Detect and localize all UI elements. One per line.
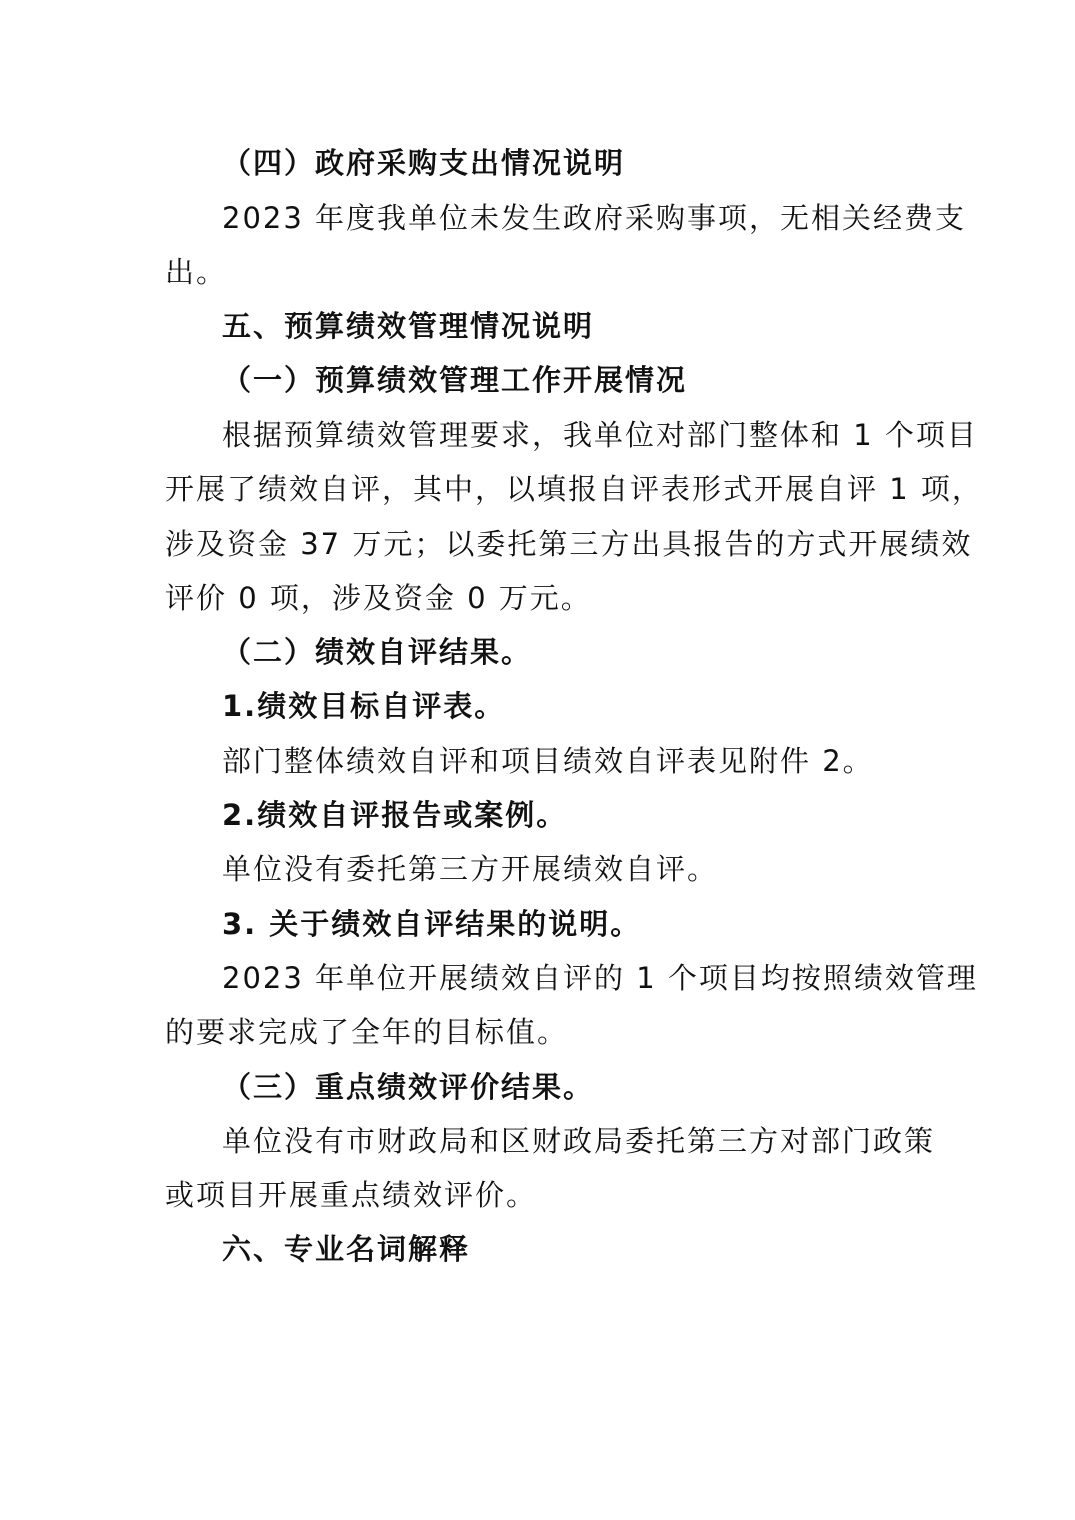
work-paragraph-line: 评价 0 项，涉及资金 0 万元。 bbox=[165, 581, 592, 615]
work-paragraph-line: 根据预算绩效管理要求，我单位对部门整体和 1 个项目 bbox=[222, 418, 978, 452]
result-explanation-line: 的要求完成了全年的目标值。 bbox=[165, 1015, 569, 1049]
work-paragraph-line: 涉及资金 37 万元；以委托第三方出具报告的方式开展绩效 bbox=[165, 527, 973, 561]
report-paragraph: 单位没有委托第三方开展绩效自评。 bbox=[222, 852, 719, 886]
key-evaluation-heading: （三）重点绩效评价结果。 bbox=[222, 1070, 595, 1104]
key-evaluation-line: 或项目开展重点绩效评价。 bbox=[165, 1178, 538, 1212]
target-table-heading: 1.绩效目标自评表。 bbox=[222, 689, 506, 723]
report-heading: 2.绩效自评报告或案例。 bbox=[222, 798, 568, 832]
key-evaluation-line: 单位没有市财政局和区财政局委托第三方对部门政策 bbox=[222, 1124, 936, 1158]
procurement-paragraph-line: 2023 年度我单位未发生政府采购事项，无相关经费支 bbox=[222, 201, 967, 235]
procurement-paragraph-line: 出。 bbox=[165, 255, 228, 289]
work-paragraph-line: 开展了绩效自评，其中，以填报自评表形式开展自评 1 项， bbox=[165, 472, 983, 506]
budget-performance-heading: 五、预算绩效管理情况说明 bbox=[222, 309, 595, 343]
procurement-heading: （四）政府采购支出情况说明 bbox=[222, 146, 626, 180]
result-explanation-line: 2023 年单位开展绩效自评的 1 个项目均按照绩效管理 bbox=[222, 961, 978, 995]
self-evaluation-result-heading: （二）绩效自评结果。 bbox=[222, 635, 533, 669]
work-status-heading: （一）预算绩效管理工作开展情况 bbox=[222, 363, 688, 397]
result-explanation-heading: 3. 关于绩效自评结果的说明。 bbox=[222, 907, 642, 941]
terms-heading: 六、专业名词解释 bbox=[222, 1232, 471, 1266]
target-table-paragraph: 部门整体绩效自评和项目绩效自评表见附件 2。 bbox=[222, 744, 874, 778]
